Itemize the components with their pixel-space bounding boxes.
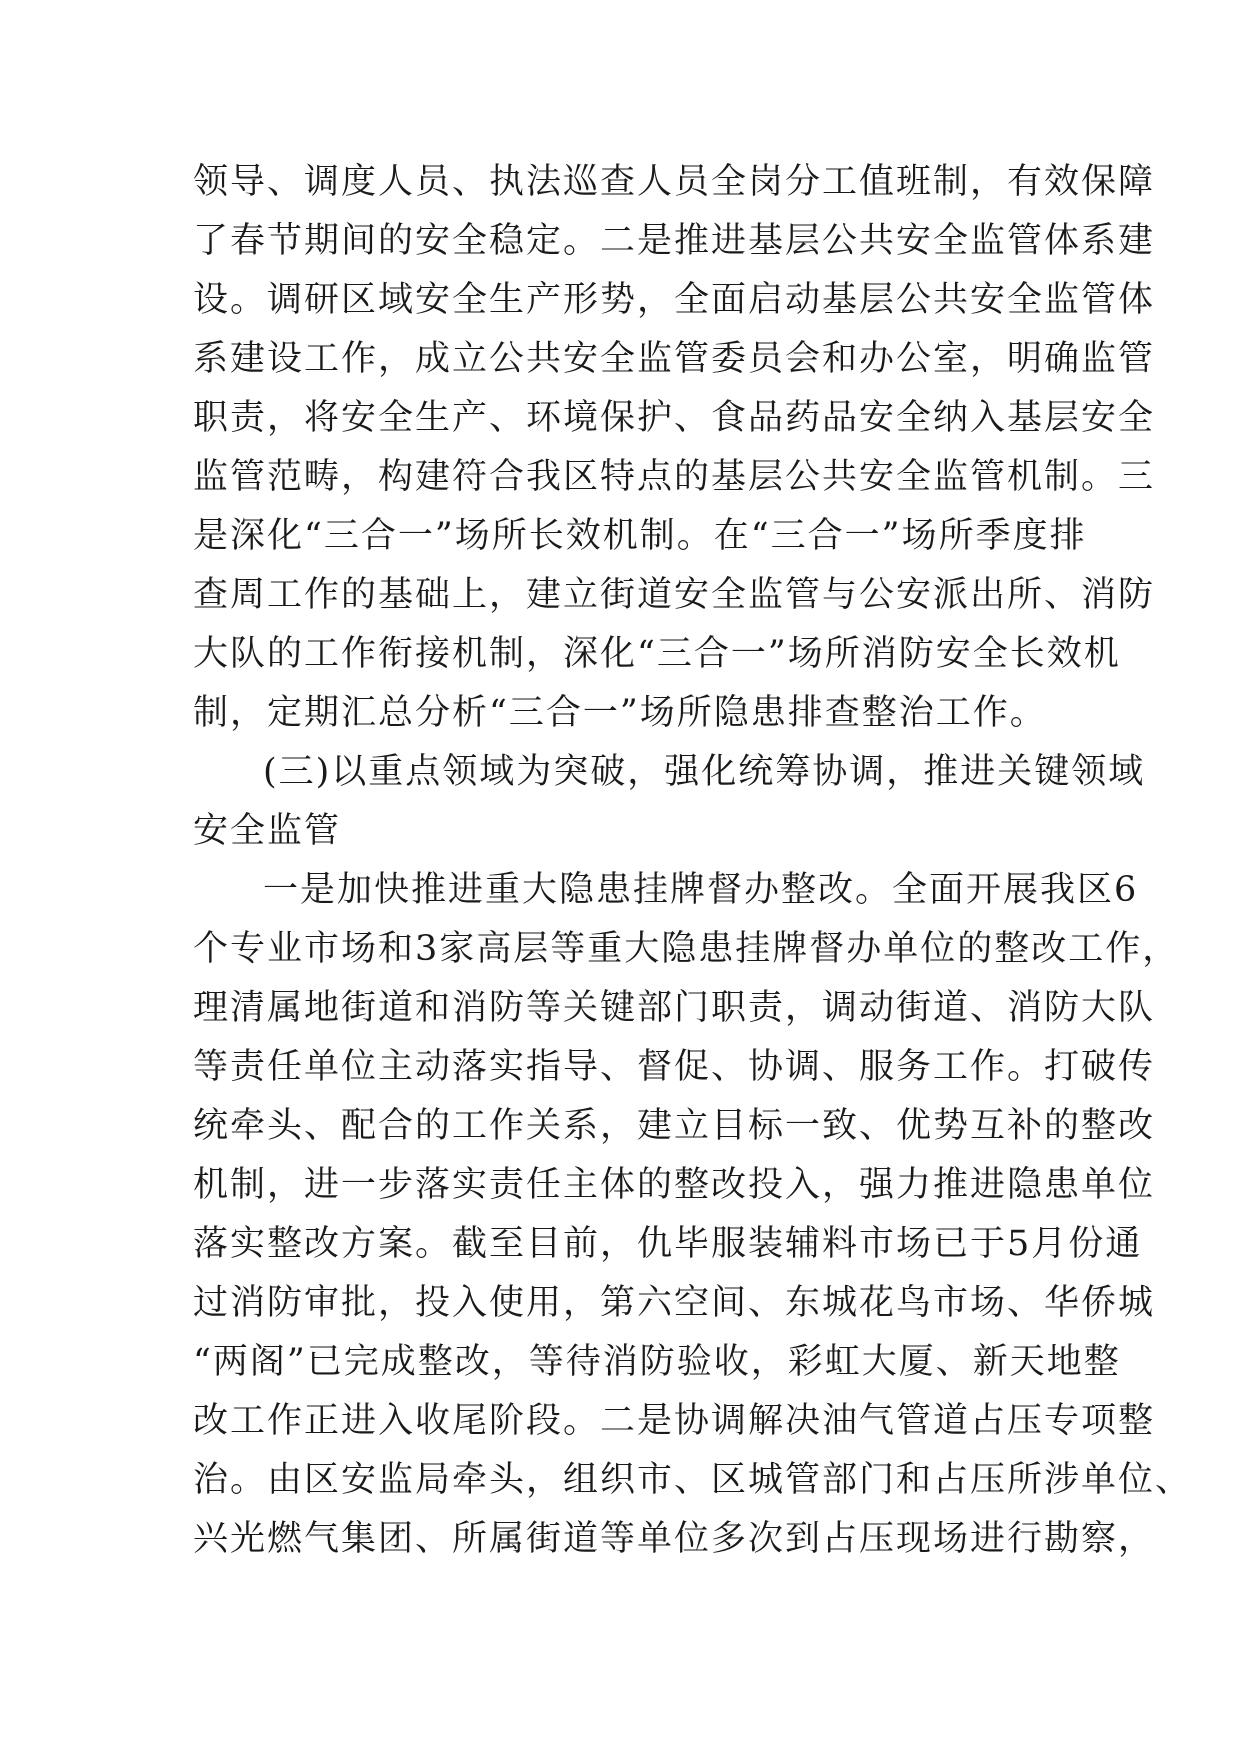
text-line: 职责，将安全生产、环境保护、食品药品安全纳入基层安全 bbox=[193, 398, 1156, 438]
text-line: 过消防审批，投入使用，第六空间、东城花鸟市场、华侨城 bbox=[193, 1283, 1156, 1323]
text-line: 领导、调度人员、执法巡查人员全岗分工值班制，有效保障 bbox=[193, 162, 1156, 202]
paragraph-start-line: 一是加快推进重大隐患挂牌督办整改。全面开展我区6 bbox=[263, 870, 1139, 910]
text-line: 机制，进一步落实责任主体的整改投入，强力推进隐患单位 bbox=[193, 1165, 1156, 1205]
section-heading-line-end: 安全监管 bbox=[193, 811, 342, 851]
text-line: 治。由区安监局牵头，组织市、区城管部门和占压所涉单位、 bbox=[193, 1460, 1193, 1500]
section-heading-line: (三)以重点领域为突破，强化统筹协调，推进关键领域 bbox=[263, 752, 1146, 792]
text-line-paragraph-end: 制，定期汇总分析“三合一”场所隐患排查整治工作。 bbox=[193, 693, 1047, 733]
text-line: 理清属地街道和消防等关键部门职责，调动街道、消防大队 bbox=[193, 988, 1156, 1028]
text-line: 兴光燃气集团、所属街道等单位多次到占压现场进行勘察， bbox=[193, 1519, 1156, 1559]
text-line: 统牵头、配合的工作关系，建立目标一致、优势互补的整改 bbox=[193, 1106, 1156, 1146]
document-body bbox=[193, 153, 1193, 1569]
text-line: 监管范畴，构建符合我区特点的基层公共安全监管机制。三 bbox=[193, 457, 1156, 497]
text-line: 了春节期间的安全稳定。二是推进基层公共安全监管体系建 bbox=[193, 221, 1156, 261]
text-line: 改工作正进入收尾阶段。二是协调解决油气管道占压专项整 bbox=[193, 1401, 1156, 1441]
text-line: 查周工作的基础上，建立街道安全监管与公安派出所、消防 bbox=[193, 575, 1156, 615]
text-line: 是深化“三合一”场所长效机制。在“三合一”场所季度排 bbox=[193, 516, 1087, 556]
text-line: 落实整改方案。截至目前，仇毕服装辅料市场已于5月份通 bbox=[193, 1224, 1143, 1264]
text-line: 个专业市场和3家高层等重大隐患挂牌督办单位的整改工作， bbox=[193, 929, 1180, 969]
text-line: 系建设工作，成立公共安全监管委员会和办公室，明确监管 bbox=[193, 339, 1156, 379]
text-line: 等责任单位主动落实指导、督促、协调、服务工作。打破传 bbox=[193, 1047, 1156, 1087]
text-line: “两阁”已完成整改，等待消防验收，彩虹大厦、新天地整 bbox=[193, 1342, 1121, 1382]
text-line: 设。调研区域安全生产形势，全面启动基层公共安全监管体 bbox=[193, 280, 1156, 320]
text-line: 大队的工作衔接机制，深化“三合一”场所消防安全长效机 bbox=[193, 634, 1121, 674]
